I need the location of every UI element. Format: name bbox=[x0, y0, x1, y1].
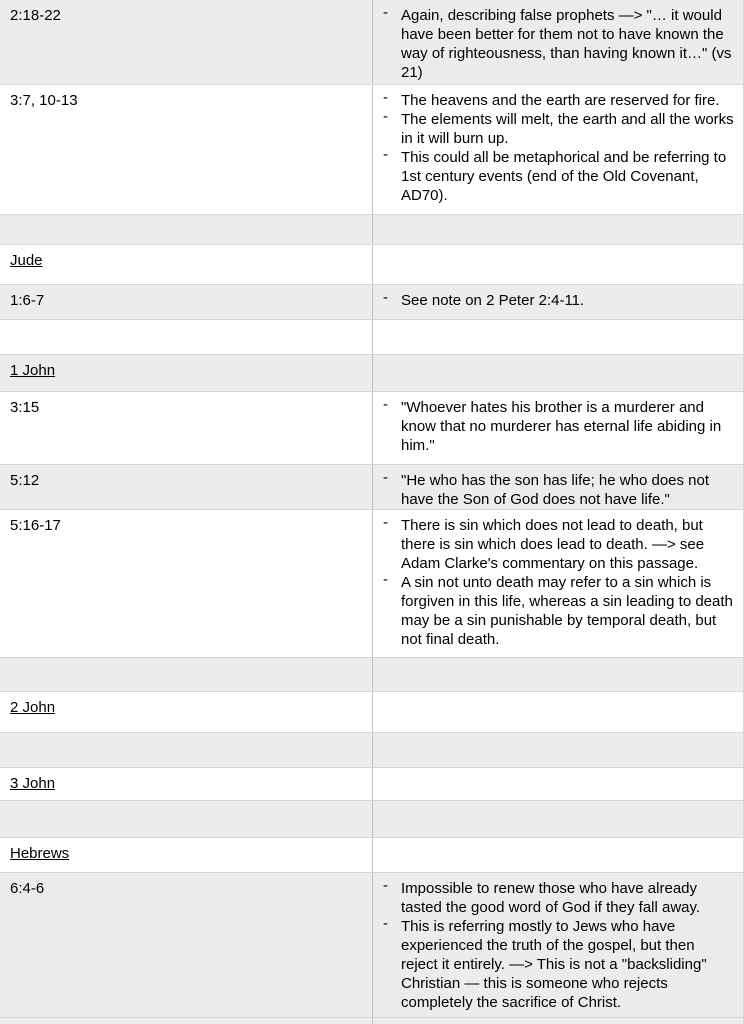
notes-cell[interactable] bbox=[372, 838, 743, 872]
reference-label: 2 John bbox=[10, 699, 56, 716]
note-text: "He who has the son has life; he who does not have the Son of God does not have life." bbox=[401, 472, 710, 508]
dash-bullet-icon: - bbox=[383, 4, 388, 21]
dash-bullet-icon: - bbox=[383, 571, 388, 588]
notes-cell[interactable] bbox=[372, 733, 743, 767]
table-row bbox=[0, 320, 743, 355]
table-row bbox=[0, 510, 743, 658]
note-text: The elements will melt, the earth and all the works in it will burn up. bbox=[401, 111, 734, 147]
note-text: A sin not unto death may refer to a sin which is forgiven in this life, whereas a sin leading to death may be a sin punishable by temporal death, but not final death. bbox=[401, 574, 733, 648]
reference-label: Hebrews bbox=[10, 845, 70, 862]
note-bullet bbox=[383, 471, 735, 509]
dash-bullet-icon: - bbox=[383, 146, 388, 163]
note-bullet bbox=[383, 291, 735, 310]
table-row bbox=[0, 85, 743, 215]
note-text: Again, describing false prophets —> "… it would have been better for them not to have known the way of righteousness, than having known it…" (vs 21) bbox=[401, 7, 732, 81]
dash-bullet-icon: - bbox=[383, 877, 388, 894]
notes-cell[interactable] bbox=[372, 658, 743, 691]
table-row bbox=[0, 768, 743, 801]
table-row bbox=[0, 733, 743, 768]
reference-label: 5:12 bbox=[10, 472, 40, 489]
reference-cell[interactable] bbox=[0, 245, 372, 284]
dash-bullet-icon: - bbox=[383, 915, 388, 932]
notes-cell[interactable] bbox=[372, 285, 743, 319]
reference-label: 3 John bbox=[10, 775, 56, 792]
notes-cell[interactable] bbox=[372, 510, 743, 657]
dash-bullet-icon: - bbox=[383, 89, 388, 106]
reference-cell[interactable] bbox=[0, 658, 372, 691]
note-bullet bbox=[383, 398, 735, 455]
note-bullet bbox=[383, 516, 735, 573]
reference-cell[interactable] bbox=[0, 320, 372, 354]
table-row bbox=[0, 801, 743, 838]
table-row bbox=[0, 1018, 743, 1024]
table-row bbox=[0, 285, 743, 320]
table-row bbox=[0, 0, 743, 85]
note-text: Impossible to renew those who have already tasted the good word of God if they fall away. bbox=[401, 880, 701, 916]
reference-label: 1 John bbox=[10, 362, 56, 379]
reference-label: 5:16-17 bbox=[10, 517, 61, 534]
dash-bullet-icon: - bbox=[383, 289, 388, 306]
notes-cell[interactable] bbox=[372, 85, 743, 214]
notes-cell[interactable] bbox=[372, 1018, 743, 1024]
note-text: There is sin which does not lead to death, but there is sin which does lead to death. —> see Adam Clarke's commentary on this passage. bbox=[401, 517, 705, 572]
note-bullet bbox=[383, 110, 735, 148]
reference-cell[interactable] bbox=[0, 285, 372, 319]
table-row bbox=[0, 355, 743, 392]
reference-label: 1:6-7 bbox=[10, 292, 45, 309]
notes-cell[interactable] bbox=[372, 245, 743, 284]
reference-label: 6:4-6 bbox=[10, 880, 45, 897]
note-text: See note on 2 Peter 2:4-11. bbox=[401, 292, 585, 309]
table-row bbox=[0, 392, 743, 465]
reference-cell[interactable] bbox=[0, 355, 372, 391]
notes-cell[interactable] bbox=[372, 692, 743, 732]
reference-cell[interactable] bbox=[0, 510, 372, 657]
reference-cell[interactable] bbox=[0, 85, 372, 214]
reference-cell[interactable] bbox=[0, 1018, 372, 1024]
notes-cell[interactable] bbox=[372, 320, 743, 354]
reference-label: Jude bbox=[10, 252, 43, 269]
note-bullet bbox=[383, 6, 735, 82]
note-text: "Whoever hates his brother is a murderer and know that no murderer has eternal life abiding in him." bbox=[401, 399, 722, 454]
reference-cell[interactable] bbox=[0, 692, 372, 732]
note-bullet bbox=[383, 917, 735, 1012]
notes-cell[interactable] bbox=[372, 392, 743, 464]
dash-bullet-icon: - bbox=[383, 469, 388, 486]
reference-cell[interactable] bbox=[0, 801, 372, 837]
note-text: This is referring mostly to Jews who have experienced the truth of the gospel, but then reject it entirely. —> This is not a "backsliding" Christian — this is someone who rejects completely the sacrifice of Christ. bbox=[401, 918, 707, 1011]
notes-cell[interactable] bbox=[372, 215, 743, 244]
table-row bbox=[0, 692, 743, 733]
reference-cell[interactable] bbox=[0, 733, 372, 767]
notes-cell[interactable] bbox=[372, 768, 743, 800]
note-bullet bbox=[383, 148, 735, 205]
table-row bbox=[0, 658, 743, 692]
reference-cell[interactable] bbox=[0, 465, 372, 509]
reference-cell[interactable] bbox=[0, 873, 372, 1017]
reference-label: 2:18-22 bbox=[10, 7, 61, 24]
note-text: This could all be metaphorical and be referring to 1st century events (end of the Old Covenant, AD70). bbox=[401, 149, 727, 204]
notes-cell[interactable] bbox=[372, 801, 743, 837]
notes-cell[interactable] bbox=[372, 873, 743, 1017]
reference-cell[interactable] bbox=[0, 838, 372, 872]
reference-cell[interactable] bbox=[0, 392, 372, 464]
notes-cell[interactable] bbox=[372, 0, 743, 84]
dash-bullet-icon: - bbox=[383, 514, 388, 531]
dash-bullet-icon: - bbox=[383, 396, 388, 413]
reference-cell[interactable] bbox=[0, 0, 372, 84]
reference-cell[interactable] bbox=[0, 215, 372, 244]
notes-cell[interactable] bbox=[372, 355, 743, 391]
reference-label: 3:7, 10-13 bbox=[10, 92, 78, 109]
notes-cell[interactable] bbox=[372, 465, 743, 509]
note-bullet bbox=[383, 91, 735, 110]
table-row bbox=[0, 215, 743, 245]
table-row bbox=[0, 838, 743, 873]
note-bullet bbox=[383, 573, 735, 649]
table-row bbox=[0, 465, 743, 510]
reference-cell[interactable] bbox=[0, 768, 372, 800]
dash-bullet-icon: - bbox=[383, 108, 388, 125]
table-row bbox=[0, 245, 743, 285]
reference-label: 3:15 bbox=[10, 399, 40, 416]
note-bullet bbox=[383, 879, 735, 917]
table-row bbox=[0, 873, 743, 1018]
note-text: The heavens and the earth are reserved for fire. bbox=[401, 92, 720, 109]
